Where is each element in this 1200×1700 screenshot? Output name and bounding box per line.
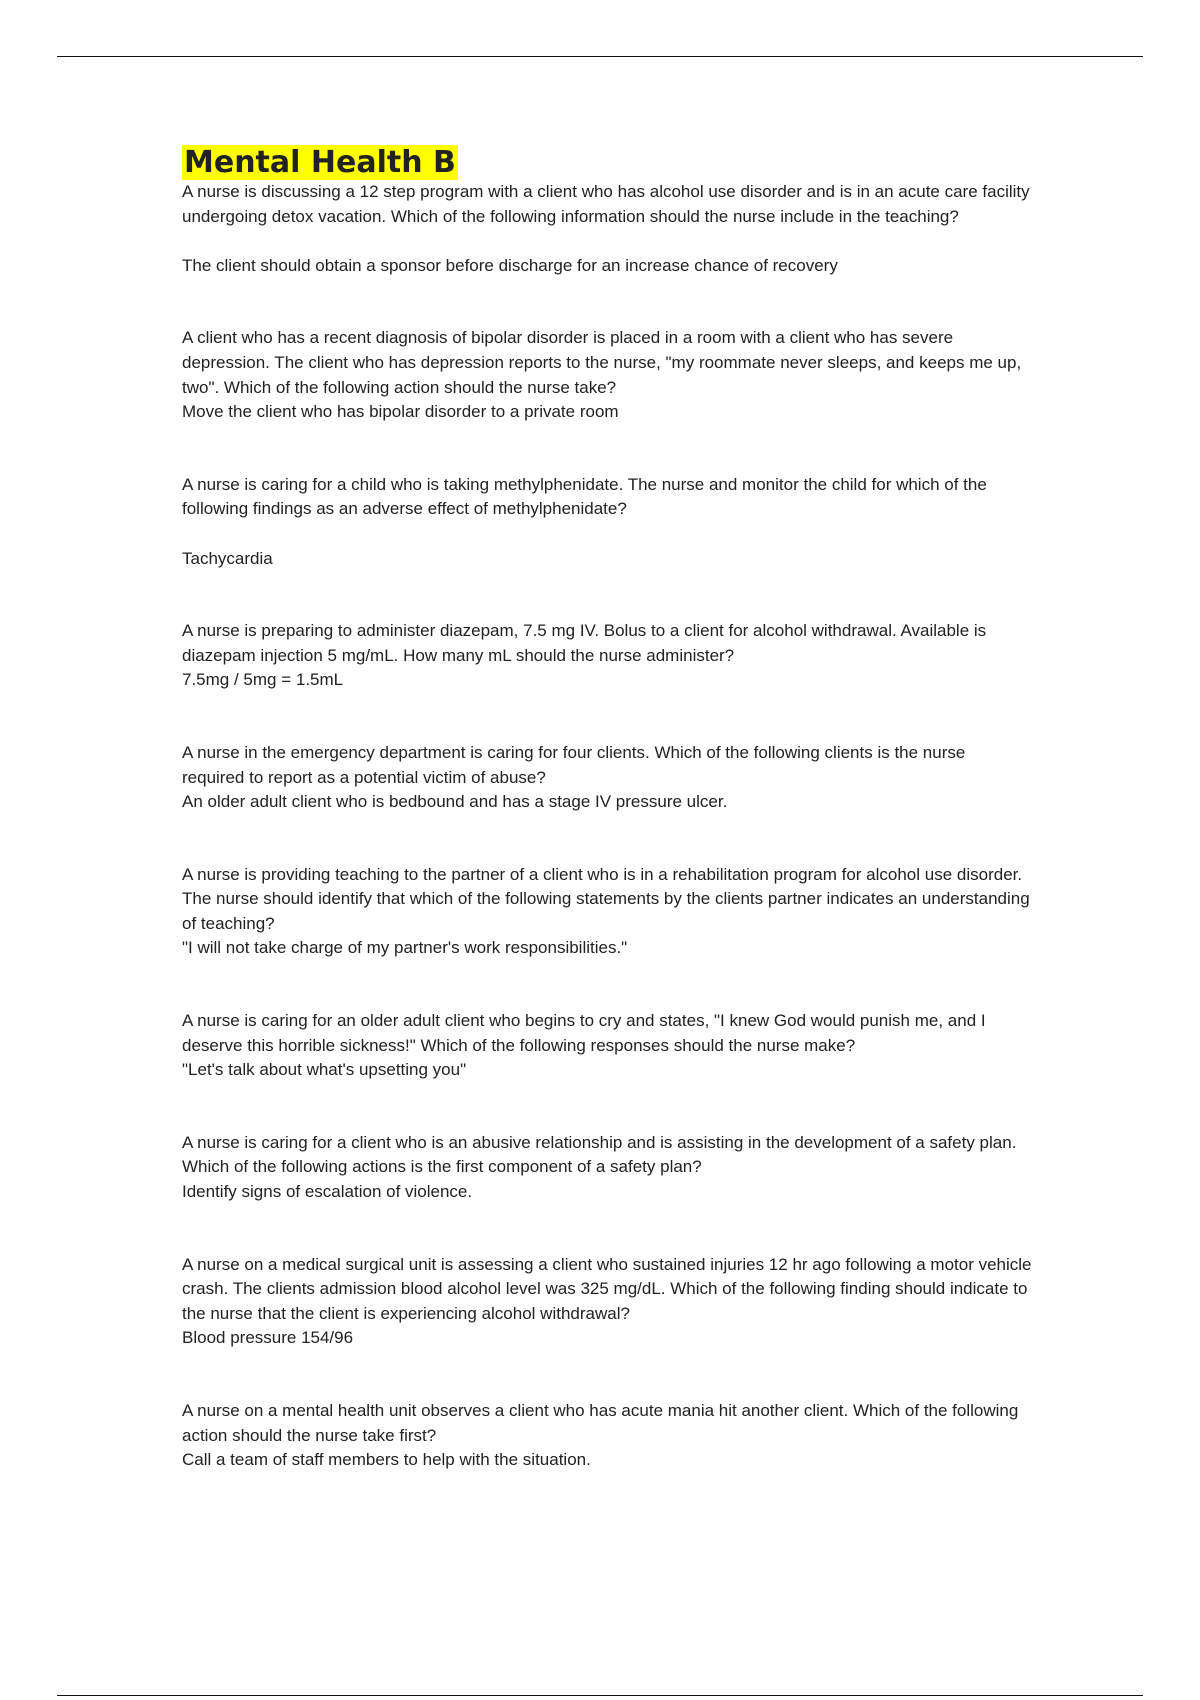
bottom-rule: [57, 1695, 1143, 1696]
answer-text: Call a team of staff members to help with the situation.: [182, 1450, 591, 1470]
answer-text: 7.5mg / 5mg = 1.5mL: [182, 670, 344, 690]
question-text: A client who has a recent diagnosis of bipolar disorder is placed in a room with a client who has severe depression. The client who has depression reports to the nurse, "my roommate never sleeps, and keeps me up, two". Which of the following action should the nurse take?: [182, 328, 1022, 397]
qa-item: [182, 1009, 1032, 1083]
question-text: A nurse is caring for an older adult client who begins to cry and states, "I knew God would punish me, and I deserve this horrible sickness!" Which of the following responses should the nurse make?: [182, 1011, 986, 1055]
question-text: A nurse in the emergency department is caring for four clients. Which of the following clients is the nurse required to report as a potential victim of abuse?: [182, 742, 966, 787]
question-text: A nurse on a medical surgical unit is assessing a client who sustained injuries 12 hr ago following a motor vehicle crash. The clients admission blood alcohol level was 325 mg/dL. Which of the following finding should indicate to the nurse that the client is experiencing alcohol withdrawal?: [182, 1254, 1032, 1323]
qa-item: [182, 1131, 1032, 1205]
question-text: A nurse is caring for a child who is taking methylphenidate. The nurse and monitor the child for which of the following findings as an adverse effect of methylphenidate?: [182, 474, 987, 519]
qa-item: [182, 619, 1032, 693]
document-title: Mental Health B: [184, 145, 456, 180]
answer-text: "I will not take charge of my partner's work responsibilities.": [182, 938, 628, 958]
qa-item: [182, 863, 1032, 961]
answer-text: "Let's talk about what's upsetting you": [182, 1060, 467, 1080]
answer-text: Identify signs of escalation of violence.: [182, 1182, 473, 1202]
answer-text: Blood pressure 154/96: [182, 1328, 354, 1348]
qa-item: [182, 741, 1032, 815]
top-rule: [57, 56, 1143, 57]
question-text: A nurse is discussing a 12 step program with a client who has alcohol use disorder and is in an acute care facility undergoing detox vacation. Which of the following information should the nurse include in the teaching?: [182, 182, 1030, 226]
qa-item: [182, 473, 1032, 571]
question-text: A nurse is caring for a client who is an abusive relationship and is assisting in the development of a safety plan. Which of the following actions is the first component of a safety plan?: [182, 1132, 1017, 1177]
answer-text: The client should obtain a sponsor before discharge for an increase chance of recovery: [182, 255, 838, 275]
answer-text: Tachycardia: [182, 548, 273, 568]
qa-item: [182, 1399, 1032, 1473]
qa-item: [182, 1253, 1032, 1351]
qa-item: [182, 180, 1032, 278]
question-text: A nurse on a mental health unit observes a client who has acute mania hit another client. Which of the following action should the nurse take first?: [182, 1401, 1019, 1445]
question-text: A nurse is providing teaching to the partner of a client who is in a rehabilitation program for alcohol use disorder. The nurse should identify that which of the following statements by the clients partner indicates an understanding of teaching?: [182, 864, 1030, 933]
question-text: A nurse is preparing to administer diazepam, 7.5 mg IV. Bolus to a client for alcohol withdrawal. Available is diazepam injection 5 mg/mL. How many mL should the nurse administer?: [182, 621, 987, 665]
qa-item: [182, 326, 1032, 424]
answer-text: Move the client who has bipolar disorder to a private room: [182, 402, 619, 422]
answer-text: An older adult client who is bedbound and has a stage IV pressure ulcer.: [182, 792, 728, 812]
document-body: [182, 145, 1032, 1473]
